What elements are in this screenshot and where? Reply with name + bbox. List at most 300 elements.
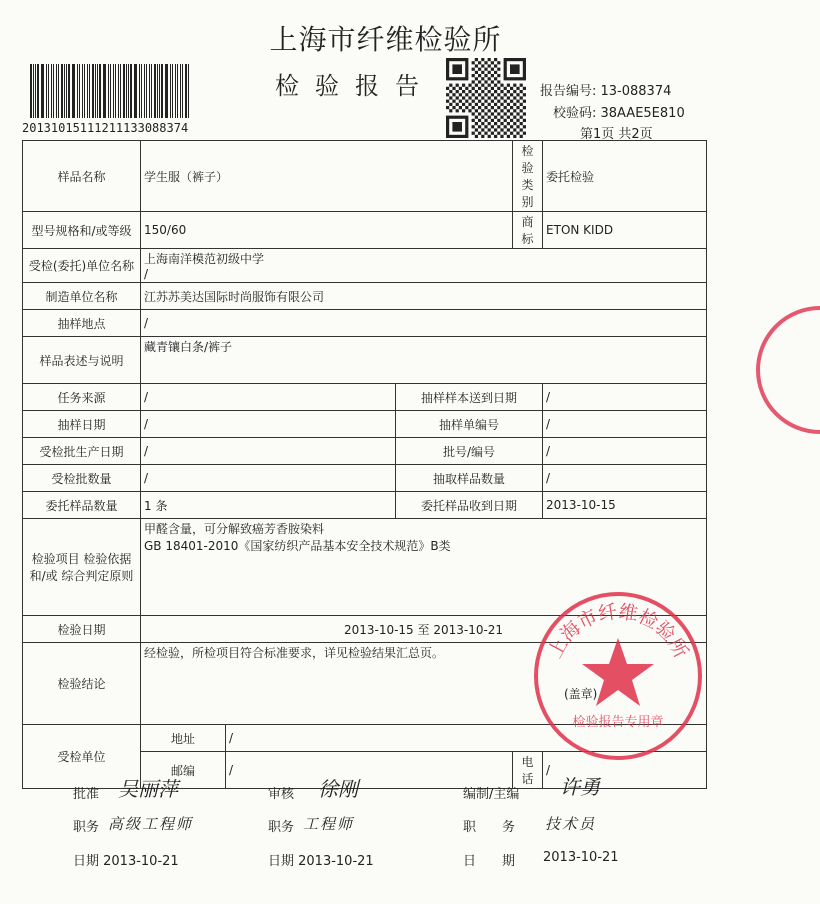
barcode-bar <box>177 64 179 118</box>
edit-label: 编制/主编 <box>463 787 520 802</box>
barcode-image <box>30 64 190 118</box>
qr-module <box>500 135 503 138</box>
row-batch-qty <box>23 465 707 492</box>
qr-module <box>520 135 523 138</box>
qr-module <box>475 109 478 112</box>
qr-module <box>481 128 484 131</box>
qr-module <box>516 119 519 122</box>
edit-title: 技术员 <box>545 815 597 833</box>
qr-module <box>510 93 513 96</box>
delivery-date-label: 抽样样本送到日期 <box>396 384 543 411</box>
qr-module <box>449 90 452 93</box>
barcode-bar <box>79 64 80 118</box>
barcode-bar <box>182 64 183 118</box>
qr-module <box>516 106 519 109</box>
qr-module <box>516 132 519 135</box>
qr-module <box>488 64 491 67</box>
qr-module <box>484 68 487 71</box>
qr-module <box>497 80 500 83</box>
qr-finder <box>452 64 462 74</box>
barcode-bar <box>53 64 55 118</box>
qr-module <box>523 87 526 90</box>
qr-module <box>507 90 510 93</box>
qr-module <box>488 128 491 131</box>
qr-module <box>491 74 494 77</box>
barcode-bar <box>165 64 166 118</box>
qr-module <box>497 125 500 128</box>
barcode-bar <box>41 64 42 118</box>
qr-module <box>484 61 487 64</box>
barcode-bar <box>157 64 158 118</box>
partial-stamp <box>740 300 820 440</box>
postcode-label: 邮编 <box>141 752 226 789</box>
qr-module <box>516 93 519 96</box>
barcode-bar <box>46 64 48 118</box>
barcode-bar <box>56 64 57 118</box>
entrust-qty-label: 委托样品数量 <box>23 492 141 519</box>
approve-title-label: 职务 <box>73 820 100 835</box>
row-production-date <box>23 438 707 465</box>
qr-module <box>472 93 475 96</box>
qr-module <box>491 61 494 64</box>
qr-module <box>481 135 484 138</box>
qr-module <box>497 112 500 115</box>
sample-name-label: 样品名称 <box>23 141 141 212</box>
qr-module <box>510 112 513 115</box>
qr-module <box>481 64 484 67</box>
barcode-bar <box>42 64 43 118</box>
qr-module <box>513 90 516 93</box>
sample-place-value: / <box>141 310 707 337</box>
barcode-bar <box>92 64 94 118</box>
qr-module <box>497 61 500 64</box>
qr-module <box>459 93 462 96</box>
qr-module <box>497 119 500 122</box>
qr-module <box>475 58 478 61</box>
qr-module <box>510 106 513 109</box>
qr-module <box>500 103 503 106</box>
drawn-qty-value: / <box>543 465 707 492</box>
approve-label: 批准 <box>73 787 100 802</box>
qr-module <box>507 84 510 87</box>
qr-module <box>516 100 519 103</box>
row-sample-date <box>23 411 707 438</box>
qr-module <box>456 103 459 106</box>
qr-module <box>462 90 465 93</box>
qr-module <box>491 68 494 71</box>
qr-module <box>484 87 487 90</box>
description-label: 样品表述与说明 <box>23 337 141 384</box>
qr-module <box>481 77 484 80</box>
barcode-number: 20131015111211133088374 <box>22 121 189 135</box>
stamp-sub-text: 检验报告专用章 <box>572 715 664 730</box>
qr-module <box>475 77 478 80</box>
qr-module <box>478 112 481 115</box>
qr-code-icon <box>446 58 526 138</box>
test-date-value: 2013-10-15 至 2013-10-21 <box>141 616 707 643</box>
qr-module <box>488 71 491 74</box>
barcode-bar <box>35 64 36 118</box>
qr-module <box>472 132 475 135</box>
qr-module <box>452 87 455 90</box>
qr-module <box>475 64 478 67</box>
barcode-bar <box>118 64 119 118</box>
qr-module <box>507 103 510 106</box>
barcode-bar <box>128 64 129 118</box>
production-date-value: / <box>141 438 396 465</box>
qr-module <box>520 116 523 119</box>
qr-module <box>494 90 497 93</box>
qr-module <box>494 84 497 87</box>
qr-module <box>484 119 487 122</box>
barcode-bar <box>144 64 145 118</box>
qr-module <box>491 80 494 83</box>
qr-module <box>481 103 484 106</box>
barcode-bar <box>61 64 63 118</box>
qr-module <box>484 93 487 96</box>
qr-module <box>523 93 526 96</box>
row-entrust-qty <box>23 492 707 519</box>
barcode-bar <box>149 64 150 118</box>
qr-module <box>488 84 491 87</box>
qr-module <box>491 100 494 103</box>
barcode-bar <box>154 64 156 118</box>
stamp-star-icon <box>582 638 654 706</box>
batch-qty-label: 受检批数量 <box>23 465 141 492</box>
qr-module <box>456 84 459 87</box>
approve-signature: 吴丽萍 <box>118 777 178 801</box>
recipient-label: 受检单位 <box>23 725 141 789</box>
barcode-bar <box>72 64 73 118</box>
qr-module <box>481 109 484 112</box>
qr-module <box>484 132 487 135</box>
qr-module <box>494 64 497 67</box>
postcode-value: / <box>226 752 513 789</box>
qr-module <box>500 84 503 87</box>
client-extra: / <box>144 267 149 281</box>
qr-module <box>523 112 526 115</box>
barcode-bar <box>73 64 74 118</box>
qr-module <box>484 125 487 128</box>
barcode-bar <box>87 64 88 118</box>
qr-module <box>507 122 510 125</box>
qr-module <box>488 77 491 80</box>
approve-title: 高级工程师 <box>108 815 194 833</box>
qr-module <box>494 96 497 99</box>
qr-module <box>446 100 449 103</box>
qr-module <box>497 74 500 77</box>
qr-module <box>459 106 462 109</box>
qr-module <box>491 106 494 109</box>
task-source-value: / <box>141 384 396 411</box>
qr-module <box>488 122 491 125</box>
qr-module <box>507 128 510 131</box>
qr-module <box>523 125 526 128</box>
qr-module <box>488 96 491 99</box>
row-sample-name <box>23 141 707 212</box>
qr-module <box>504 119 507 122</box>
barcode-bar <box>170 64 172 118</box>
qr-module <box>478 93 481 96</box>
approve-date: 日期 2013-10-21 <box>73 854 179 869</box>
barcode-bar <box>108 64 110 118</box>
qr-module <box>504 125 507 128</box>
barcode-bar <box>82 64 83 118</box>
qr-module <box>478 119 481 122</box>
barcode-bar <box>120 64 121 118</box>
qr-module <box>507 135 510 138</box>
conclusion-text: 经检验，所检项目符合标准要求，详见检验结果汇总页。 <box>144 646 445 660</box>
qr-module <box>452 93 455 96</box>
qr-module <box>516 87 519 90</box>
received-date-value: 2013-10-15 <box>543 492 707 519</box>
qr-module <box>481 122 484 125</box>
client-label: 受检(委托)单位名称 <box>23 249 141 283</box>
qr-module <box>491 87 494 90</box>
qr-module <box>497 106 500 109</box>
qr-module <box>510 100 513 103</box>
barcode-bar <box>135 64 136 118</box>
qr-module <box>465 93 468 96</box>
sample-date-value: / <box>141 411 396 438</box>
edit-title-label: 职 务 <box>463 820 516 835</box>
qr-module <box>520 90 523 93</box>
qr-module <box>513 103 516 106</box>
qr-module <box>475 103 478 106</box>
qr-module <box>504 87 507 90</box>
qr-module <box>497 68 500 71</box>
qr-module <box>465 87 468 90</box>
barcode-bar <box>104 64 105 118</box>
qr-module <box>494 135 497 138</box>
barcode-bar <box>77 64 79 118</box>
model-value: 150/60 <box>141 212 513 249</box>
official-stamp <box>528 586 708 766</box>
barcode-bar <box>99 64 101 118</box>
qr-module <box>491 93 494 96</box>
row-model <box>23 212 707 249</box>
qr-module <box>472 100 475 103</box>
review-signature: 徐刚 <box>318 777 358 801</box>
qr-module <box>504 100 507 103</box>
qr-module <box>488 103 491 106</box>
qr-module <box>494 103 497 106</box>
stamp-arc-text: 上海市纤维检验所 <box>543 600 693 662</box>
qr-module <box>520 122 523 125</box>
qr-module <box>472 61 475 64</box>
qr-module <box>459 100 462 103</box>
barcode-bar <box>84 64 86 118</box>
qr-module <box>504 106 507 109</box>
qr-module <box>478 68 481 71</box>
barcode-bar <box>97 64 98 118</box>
qr-module <box>472 74 475 77</box>
qr-module <box>481 96 484 99</box>
qr-module <box>491 132 494 135</box>
phone-value: / <box>543 752 707 789</box>
barcode-bar <box>166 64 167 118</box>
qr-module <box>520 128 523 131</box>
report-number: 报告编号: 13-088374 <box>540 84 672 99</box>
batch-qty-value: / <box>141 465 396 492</box>
qr-module <box>481 84 484 87</box>
qr-module <box>452 100 455 103</box>
brand-label: 商 标 <box>513 212 543 249</box>
sample-date-label: 抽样日期 <box>23 411 141 438</box>
address-label: 地址 <box>141 725 226 752</box>
qr-module <box>523 119 526 122</box>
qr-module <box>452 106 455 109</box>
production-date-label: 受检批生产日期 <box>23 438 141 465</box>
barcode-bar <box>139 64 141 118</box>
brand-value: ETON KIDD <box>543 212 707 249</box>
qr-module <box>523 106 526 109</box>
qr-module <box>516 125 519 128</box>
qr-module <box>497 93 500 96</box>
qr-module <box>510 125 513 128</box>
qr-module <box>513 116 516 119</box>
qr-module <box>507 96 510 99</box>
basis-line-2: GB 18401-2010《国家纺织产品基本安全技术规范》B类 <box>144 539 451 553</box>
test-type-value: 委托检验 <box>543 141 707 212</box>
received-date-label: 委托样品收到日期 <box>396 492 543 519</box>
qr-module <box>472 106 475 109</box>
qr-module <box>513 128 516 131</box>
batch-no-value: / <box>543 438 707 465</box>
qr-module <box>478 61 481 64</box>
qr-module <box>484 74 487 77</box>
description-value: 藏青镶白条/裤子 <box>141 337 707 384</box>
qr-module <box>513 122 516 125</box>
row-sample-place <box>23 310 707 337</box>
qr-module <box>500 116 503 119</box>
qr-module <box>456 109 459 112</box>
barcode-bar <box>113 64 114 118</box>
qr-module <box>468 90 471 93</box>
batch-no-label: 批号/编号 <box>396 438 543 465</box>
qr-module <box>478 132 481 135</box>
qr-module <box>459 87 462 90</box>
qr-module <box>475 96 478 99</box>
basis-label: 检验项目 检验依据 和/或 综合判定原则 <box>23 519 141 616</box>
test-date-label: 检验日期 <box>23 616 141 643</box>
barcode-bar <box>37 64 39 118</box>
sample-name-value: 学生服（裤子） <box>141 141 513 212</box>
qr-module <box>494 109 497 112</box>
barcode-bar <box>95 64 96 118</box>
qr-module <box>494 71 497 74</box>
qr-module <box>513 84 516 87</box>
qr-module <box>497 100 500 103</box>
barcode-bar <box>172 64 173 118</box>
qr-module <box>472 112 475 115</box>
edit-signature: 许勇 <box>560 775 600 799</box>
qr-module <box>488 135 491 138</box>
qr-module <box>446 87 449 90</box>
qr-module <box>494 116 497 119</box>
qr-module <box>484 80 487 83</box>
entrust-qty-value: 1 条 <box>141 492 396 519</box>
qr-module <box>478 125 481 128</box>
barcode-bar <box>110 64 111 118</box>
qr-module <box>462 84 465 87</box>
qr-module <box>449 96 452 99</box>
qr-module <box>475 128 478 131</box>
qr-module <box>520 96 523 99</box>
barcode-bar <box>115 64 117 118</box>
qr-module <box>488 58 491 61</box>
qr-module <box>456 96 459 99</box>
qr-module <box>446 93 449 96</box>
edit-date-label: 日 期 <box>463 854 516 869</box>
barcode-bar <box>185 64 187 118</box>
qr-module <box>465 100 468 103</box>
qr-module <box>504 132 507 135</box>
test-type-label: 检验类别 <box>513 141 543 212</box>
barcode-bar <box>126 64 127 118</box>
qr-module <box>500 96 503 99</box>
barcode-bar <box>180 64 181 118</box>
maker-value: 江苏苏美达国际时尚服饰有限公司 <box>141 283 707 310</box>
review-date: 日期 2013-10-21 <box>268 854 374 869</box>
qr-module <box>478 74 481 77</box>
sample-no-label: 抽样单编号 <box>396 411 543 438</box>
barcode-bar <box>51 64 52 118</box>
task-source-label: 任务来源 <box>23 384 141 411</box>
edit-date: 2013-10-21 <box>543 850 619 865</box>
qr-module <box>446 106 449 109</box>
qr-module <box>481 71 484 74</box>
qr-module <box>462 96 465 99</box>
qr-module <box>462 109 465 112</box>
barcode-bar <box>151 64 152 118</box>
model-label: 型号规格和/或等级 <box>23 212 141 249</box>
barcode-bar <box>123 64 125 118</box>
barcode-bar <box>159 64 160 118</box>
barcode-bar <box>134 64 135 118</box>
qr-module <box>449 84 452 87</box>
qr-module <box>494 77 497 80</box>
qr-module <box>491 119 494 122</box>
barcode-bar <box>188 64 189 118</box>
stamp-note: (盖章) <box>564 687 598 701</box>
qr-module <box>500 90 503 93</box>
qr-module <box>484 106 487 109</box>
qr-module <box>488 90 491 93</box>
qr-module <box>507 109 510 112</box>
qr-module <box>500 128 503 131</box>
qr-module <box>449 109 452 112</box>
qr-module <box>468 109 471 112</box>
qr-module <box>475 84 478 87</box>
qr-module <box>494 128 497 131</box>
report-title: 检验报告 <box>275 72 435 100</box>
qr-module <box>475 90 478 93</box>
qr-module <box>523 132 526 135</box>
qr-module <box>472 80 475 83</box>
qr-module <box>478 80 481 83</box>
check-code: 校验码: 38AAE5E810 <box>553 106 685 121</box>
qr-module <box>462 103 465 106</box>
qr-module <box>507 116 510 119</box>
qr-module <box>468 103 471 106</box>
maker-label: 制造单位名称 <box>23 283 141 310</box>
row-maker <box>23 283 707 310</box>
qr-finder <box>452 122 462 132</box>
qr-module <box>468 84 471 87</box>
qr-module <box>468 96 471 99</box>
qr-module <box>513 96 516 99</box>
